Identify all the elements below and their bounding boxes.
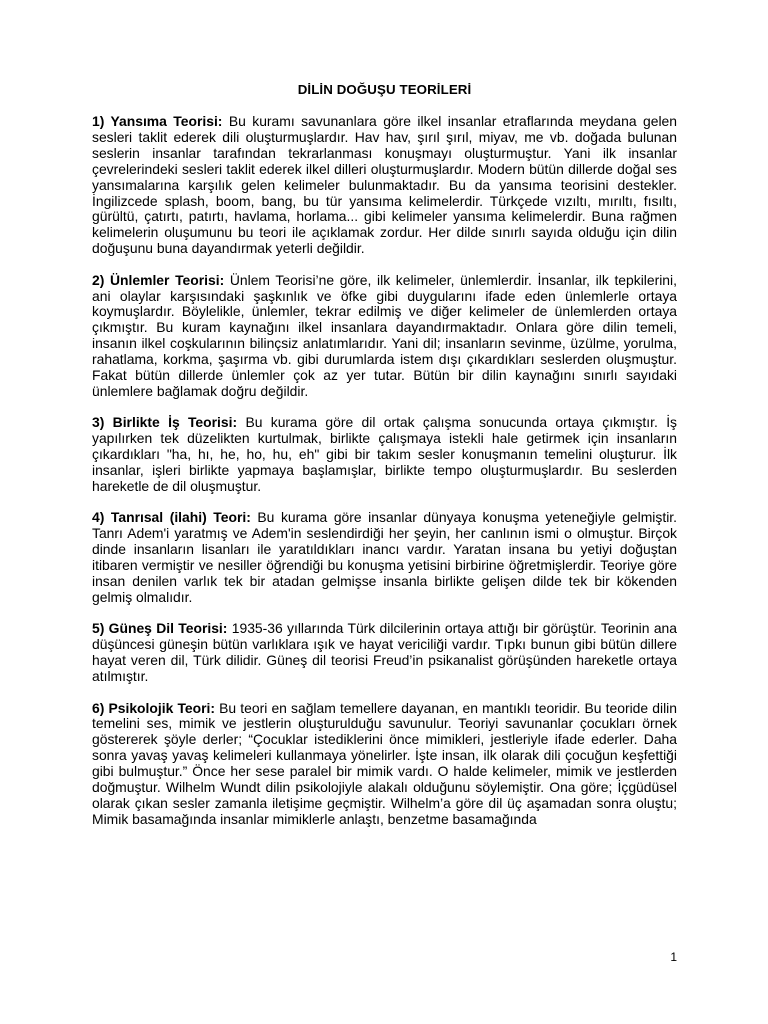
section-body: Bu kuramı savunanlara göre ilkel insanlar etraflarında meydana gelen sesleri taklit ederek dili oluşturmuşlardır. Hav hav, şırıl şırıl, miyav, me vb. doğada bulunan seslerin insanlar tarafından tekrarlanması konuşmayı oluşturmuştur. Yani ilk insanlar çevrelerindeki sesleri taklit ederek ilkel dilleri oluşturmuşlardır. Modern bütün dillerde doğal ses yansımalarına karşılık gelen kelimeler bulunmaktadır. Bu da yansıma teorisini destekler. İngilizcede splash, boom, bang, bu tür yansıma kelimelerdir. Türkçede vızıltı, mırıltı, fısıltı, gürültü, çatırtı, patırtı, havlama, horlama... gibi kelimeler yansıma kelimelerdir. Buna rağmen kelimelerin oluşumunu bu teori ile açıklamak zordur. Her dilde sınırlı sayıda olduğu için dilin doğuşunu buna dayandırmak yeterli değildir. <box>92 113 677 257</box>
section-unlemler-teorisi <box>92 273 677 400</box>
section-heading: 1) Yansıma Teorisi: <box>92 113 223 129</box>
document-page <box>92 82 677 843</box>
section-body: Bu kurama göre insanlar dünyaya konuşma yeteneğiyle gelmiştir. Tanrı Adem'i yaratmış ve Adem'in seslendirdiği her şeyin, her canlının ismi o olmuştur. Birçok dinde insanların lisanları ile yaratıldıkları inancı vardır. Yaratan insana bu yetiyi doğuştan itibaren vermiştir ve nesiller öğrendiği bu konuşma yetisini birbirine öğretmişlerdir. Teoriye göre insan denilen varlık tek bir atadan gelmişse insanla birlikte gelişen dilde tek bir kökenden gelmiş olmalıdır. <box>92 509 678 605</box>
section-yansima-teorisi <box>92 114 677 257</box>
section-birlikte-is-teorisi <box>92 415 677 495</box>
section-heading: 5) Güneş Dil Teorisi: <box>92 620 228 637</box>
section-gunes-dil-teorisi <box>92 621 677 685</box>
section-body: Ünlem Teorisi’ne göre, ilk kelimeler, ünlemlerdir. İnsanlar, ilk tepkilerini, ani olaylar karşısındaki şaşkınlık ve öfke gibi duygularını ifade eden ünlemlerle ortaya koymuşlardır. Böylelikle, ünlemler, tekrar edilmiş ve diğer kelimeler de ünlemlerden ortaya çıkmıştır. Bu kuram kaynağını ilkel insanlara dayandırmaktadır. Onlara göre dilin temeli, insanın ilkel coşkularının bilinçsiz anlatımlarıdır. Yani dil; insanların sevinme, üzülme, yorulma, rahatlama, korkma, şaşırma vb. gibi durumlarda istem dışı çıkardıkları seslerden oluşmuştur. Fakat bütün dillerde ünlemler çok az yer tutar. Bütün bir dilin kaynağını sınırlı sayıdaki ünlemlere bağlamak doğru değildir. <box>92 271 677 399</box>
section-heading: 4) Tanrısal (ilahi) Teori: <box>92 509 251 526</box>
section-heading: 6) Psikolojik Teori: <box>92 699 216 716</box>
section-tanrisal-teori <box>92 510 677 605</box>
section-body: 1935-36 yıllarında Türk dilcilerinin ortaya attığı bir görüştür. Teorinin ana düşüncesi güneşin bütün varlıklara ışık ve hayat vericiliği vardır. Tıpkı bunun gibi bütün dillere hayat veren dil, Türk dilidir. Güneş dil teorisi Freud’in psikanalist görüşünden hareketle ortaya atılmıştır. <box>92 620 677 685</box>
section-heading: 3) Birlikte İş Teorisi: <box>92 414 238 431</box>
document-title: DİLİN DOĞUŞU TEORİLERİ <box>297 82 472 97</box>
section-heading: 2) Ünlemler Teorisi: <box>92 271 225 288</box>
page-number: 1 <box>670 950 677 964</box>
section-body: Bu kurama göre dil ortak çalışma sonucunda ortaya çıkmıştır. İş yapılırken tek düzelikten kurtulmak, birlikte çalışmaya istekli hale getirmek için insanların çıkardıkları "ha, hı, he, ho, hu, eh" gibi bir takım sesler konuşmanın temelini oluşturur. İlk insanlar, işleri birlikte yapmaya başlamışlar, birlikte tempo oluşturmuşlardır. Bu seslerden hareketle de dil oluşmuştur. <box>92 414 677 495</box>
section-psikolojik-teori <box>92 701 677 828</box>
section-body: Bu teori en sağlam temellere dayanan, en mantıklı teoridir. Bu teoride dilin temelini ses, mimik ve jestlerin oluşturulduğu savunulur. Teoriyi savunanlar çocukları örnek göstererek şöyle derler; “Çocuklar istediklerini önce mimikleri, jestleriyle ifade ederler. Daha sonra yavaş yavaş kelimeleri kullanmaya yönelirler. İşte insan, ilk olarak dili çocuğun keşfettiği gibi bulmuştur.” Önce her sese paralel bir mimik vardı. O halde kelimeler, mimik ve jestlerden doğmuştur. Wilhelm Wundt dilin psikolojiyle alakalı olduğunu söylemiştir. Ona göre; İçgüdüsel olarak çıkan sesler zamanla iletişime geçmiştir. Wilhelm’a göre dil üç aşamadan sonra oluştu; Mimik basamağında insanlar mimiklerle anlaştı, benzetme basamağında <box>92 699 677 827</box>
